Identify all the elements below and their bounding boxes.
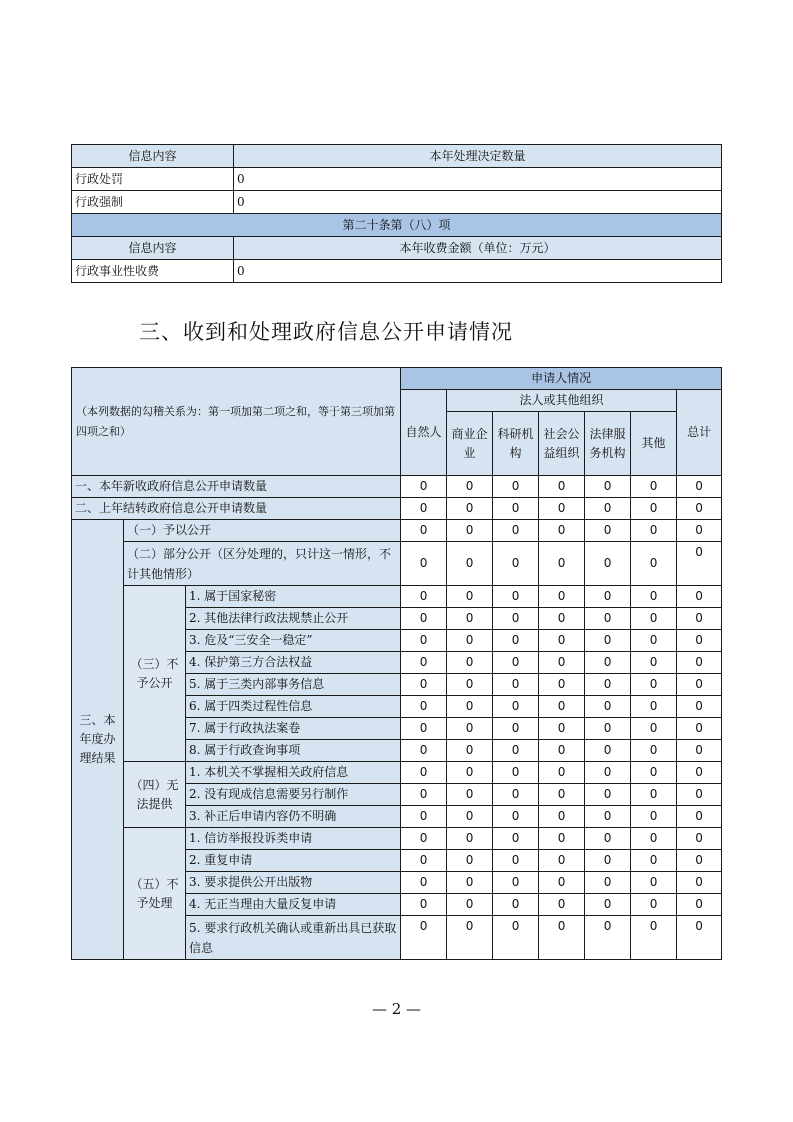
- cell-value: 0: [401, 762, 447, 784]
- cell-value: 0: [447, 630, 493, 652]
- item-not-public: 5. 属于三类内部事务信息: [186, 674, 401, 696]
- cell-value: 0: [677, 498, 722, 520]
- cell-value: 0: [447, 784, 493, 806]
- cell-value: 0: [401, 784, 447, 806]
- applicant-header: 申请人情况: [401, 368, 722, 390]
- cell-value: 0: [631, 828, 677, 850]
- cell-value: 0: [447, 608, 493, 630]
- cell-value: 0: [677, 520, 722, 542]
- cell-value: 0: [631, 718, 677, 740]
- row-carried-over: 二、上年结转政府信息公开申请数量: [72, 498, 401, 520]
- cell-value: 0: [677, 872, 722, 894]
- cell-value: 0: [631, 542, 677, 586]
- cell-value: 0: [677, 916, 722, 960]
- row-label-penalty: 行政处罚: [72, 168, 234, 191]
- row-partial-public: （二）部分公开（区分处理的，只计这一情形，不计其他情形）: [124, 542, 401, 586]
- cell-value: 0: [631, 894, 677, 916]
- cell-value: 0: [585, 718, 631, 740]
- item-cannot-provide: 2. 没有现成信息需要另行制作: [186, 784, 401, 806]
- cell-value: 0: [447, 718, 493, 740]
- cell-value: 0: [677, 586, 722, 608]
- col-business: 商业企业: [447, 412, 493, 476]
- cell-value: 0: [401, 674, 447, 696]
- cell-value: 0: [401, 608, 447, 630]
- cell-value: 0: [539, 696, 585, 718]
- cell-value: 0: [631, 520, 677, 542]
- cell-value: 0: [401, 542, 447, 586]
- cell-value: 0: [493, 872, 539, 894]
- cell-value: 0: [401, 828, 447, 850]
- cell-value: 0: [401, 740, 447, 762]
- cell-value: 0: [447, 696, 493, 718]
- cell-value: 0: [585, 674, 631, 696]
- cell-value: 0: [401, 916, 447, 960]
- cell-value: 0: [447, 652, 493, 674]
- cell-value: 0: [585, 740, 631, 762]
- cell-value: 0: [493, 696, 539, 718]
- cell-value: 0: [585, 894, 631, 916]
- cell-value: 0: [585, 630, 631, 652]
- item-not-handled: 3. 要求提供公开出版物: [186, 872, 401, 894]
- cell-value: 0: [493, 520, 539, 542]
- cell-value: 0: [401, 806, 447, 828]
- cell-value: 0: [493, 740, 539, 762]
- cell-value: 0: [677, 608, 722, 630]
- cell-value: 0: [631, 674, 677, 696]
- section-title-article20-8: 第二十条第（八）项: [72, 214, 722, 237]
- cell-value: 0: [493, 916, 539, 960]
- cell-value: 0: [585, 520, 631, 542]
- cell-value: 0: [585, 652, 631, 674]
- cell-value: 0: [539, 586, 585, 608]
- cell-value: 0: [585, 850, 631, 872]
- item-not-handled: 5. 要求行政机关确认或重新出具已获取信息: [186, 916, 401, 960]
- item-not-handled: 4. 无正当理由大量反复申请: [186, 894, 401, 916]
- group-cannot-provide: （四）无法提供: [124, 762, 186, 828]
- cell-value: 0: [539, 850, 585, 872]
- row-label-fee: 行政事业性收费: [72, 260, 234, 283]
- row-value-penalty: 0: [234, 168, 722, 191]
- cell-value: 0: [677, 542, 722, 586]
- cell-value: 0: [447, 806, 493, 828]
- cell-value: 0: [539, 520, 585, 542]
- cell-value: 0: [677, 476, 722, 498]
- cell-value: 0: [401, 586, 447, 608]
- cell-value: 0: [539, 806, 585, 828]
- cell-value: 0: [539, 828, 585, 850]
- cell-value: 0: [631, 608, 677, 630]
- row-public: （一）予以公开: [124, 520, 401, 542]
- cell-value: 0: [447, 520, 493, 542]
- cell-value: 0: [447, 674, 493, 696]
- cell-value: 0: [677, 740, 722, 762]
- cell-value: 0: [631, 784, 677, 806]
- cell-value: 0: [493, 630, 539, 652]
- legal-entity-header: 法人或其他组织: [447, 390, 677, 412]
- cell-value: 0: [631, 586, 677, 608]
- cell-value: 0: [401, 696, 447, 718]
- cell-value: 0: [585, 916, 631, 960]
- cell-value: 0: [447, 476, 493, 498]
- cell-value: 0: [539, 630, 585, 652]
- group-not-handled: （五）不予处理: [124, 828, 186, 960]
- item-not-public: 3. 危及“三安全一稳定”: [186, 630, 401, 652]
- cell-value: 0: [493, 476, 539, 498]
- cell-value: 0: [677, 652, 722, 674]
- item-not-public: 6. 属于四类过程性信息: [186, 696, 401, 718]
- total-header: 总计: [677, 390, 722, 476]
- cell-value: 0: [401, 850, 447, 872]
- cell-value: 0: [493, 784, 539, 806]
- cell-value: 0: [677, 784, 722, 806]
- cell-value: 0: [631, 916, 677, 960]
- cell-value: 0: [677, 806, 722, 828]
- cell-value: 0: [631, 872, 677, 894]
- cell-value: 0: [539, 718, 585, 740]
- cell-value: 0: [539, 542, 585, 586]
- cell-value: 0: [493, 806, 539, 828]
- item-not-public: 4. 保护第三方合法权益: [186, 652, 401, 674]
- item-not-public: 2. 其他法律行政法规禁止公开: [186, 608, 401, 630]
- cell-value: 0: [539, 916, 585, 960]
- cell-value: 0: [677, 850, 722, 872]
- cell-value: 0: [677, 696, 722, 718]
- cell-value: 0: [539, 608, 585, 630]
- item-not-public: 1. 属于国家秘密: [186, 586, 401, 608]
- cell-value: 0: [539, 740, 585, 762]
- group-not-public: （三）不予公开: [124, 586, 186, 762]
- cell-value: 0: [585, 498, 631, 520]
- item-not-public: 7. 属于行政执法案卷: [186, 718, 401, 740]
- decision-count-table: [71, 144, 722, 283]
- cell-value: 0: [539, 476, 585, 498]
- cell-value: 0: [631, 740, 677, 762]
- cell-value: 0: [585, 872, 631, 894]
- cell-value: 0: [493, 498, 539, 520]
- item-not-public: 8. 属于行政查询事项: [186, 740, 401, 762]
- row-value-enforcement: 0: [234, 191, 722, 214]
- col-other: 其他: [631, 412, 677, 476]
- cell-value: 0: [585, 586, 631, 608]
- cell-value: 0: [585, 608, 631, 630]
- cell-value: 0: [401, 630, 447, 652]
- cell-value: 0: [493, 718, 539, 740]
- cell-value: 0: [447, 740, 493, 762]
- cell-value: 0: [447, 872, 493, 894]
- cell-value: 0: [493, 652, 539, 674]
- cell-value: 0: [585, 784, 631, 806]
- header-decision-count: 本年处理决定数量: [234, 145, 722, 168]
- cell-value: 0: [631, 652, 677, 674]
- item-cannot-provide: 1. 本机关不掌握相关政府信息: [186, 762, 401, 784]
- header-fee-amount: 本年收费金额（单位：万元）: [234, 237, 722, 260]
- page-number: — 2 —: [371, 1000, 422, 1018]
- cell-value: 0: [539, 674, 585, 696]
- row-value-fee: 0: [234, 260, 722, 283]
- cell-value: 0: [677, 762, 722, 784]
- row-label-enforcement: 行政强制: [72, 191, 234, 214]
- cell-value: 0: [631, 630, 677, 652]
- item-not-handled: 1. 信访举报投诉类申请: [186, 828, 401, 850]
- cell-value: 0: [493, 762, 539, 784]
- cell-value: 0: [585, 542, 631, 586]
- col-research: 科研机构: [493, 412, 539, 476]
- cell-value: 0: [493, 894, 539, 916]
- cell-value: 0: [447, 586, 493, 608]
- group-handling-results: 三、本年度办理结果: [72, 520, 124, 960]
- cell-value: 0: [447, 762, 493, 784]
- cell-value: 0: [401, 718, 447, 740]
- cell-value: 0: [539, 762, 585, 784]
- item-not-handled: 2. 重复申请: [186, 850, 401, 872]
- cell-value: 0: [677, 630, 722, 652]
- cell-value: 0: [401, 476, 447, 498]
- cell-value: 0: [447, 850, 493, 872]
- cell-value: 0: [493, 674, 539, 696]
- cell-value: 0: [631, 850, 677, 872]
- cell-value: 0: [539, 498, 585, 520]
- cell-value: 0: [493, 608, 539, 630]
- cell-value: 0: [539, 894, 585, 916]
- cell-value: 0: [631, 762, 677, 784]
- cell-value: 0: [401, 520, 447, 542]
- cell-value: 0: [401, 652, 447, 674]
- cell-value: 0: [585, 762, 631, 784]
- cell-value: 0: [585, 806, 631, 828]
- natural-person-header: 自然人: [401, 390, 447, 476]
- consistency-note: （本列数据的勾稽关系为：第一项加第二项之和，等于第三项加第四项之和）: [72, 368, 401, 476]
- cell-value: 0: [401, 872, 447, 894]
- cell-value: 0: [447, 916, 493, 960]
- item-cannot-provide: 3. 补正后申请内容仍不明确: [186, 806, 401, 828]
- cell-value: 0: [677, 894, 722, 916]
- cell-value: 0: [447, 498, 493, 520]
- cell-value: 0: [401, 498, 447, 520]
- row-new-applications: 一、本年新收政府信息公开申请数量: [72, 476, 401, 498]
- cell-value: 0: [677, 718, 722, 740]
- col-public-welfare: 社会公益组织: [539, 412, 585, 476]
- cell-value: 0: [447, 894, 493, 916]
- header-info-content: 信息内容: [72, 145, 234, 168]
- cell-value: 0: [493, 850, 539, 872]
- cell-value: 0: [493, 586, 539, 608]
- header-info-content-2: 信息内容: [72, 237, 234, 260]
- col-legal-service: 法律服务机构: [585, 412, 631, 476]
- cell-value: 0: [539, 784, 585, 806]
- cell-value: 0: [585, 476, 631, 498]
- cell-value: 0: [447, 828, 493, 850]
- cell-value: 0: [585, 696, 631, 718]
- application-stats-table: [71, 367, 722, 960]
- cell-value: 0: [401, 894, 447, 916]
- cell-value: 0: [631, 476, 677, 498]
- cell-value: 0: [539, 872, 585, 894]
- cell-value: 0: [493, 542, 539, 586]
- cell-value: 0: [631, 806, 677, 828]
- cell-value: 0: [585, 828, 631, 850]
- cell-value: 0: [631, 498, 677, 520]
- cell-value: 0: [677, 674, 722, 696]
- cell-value: 0: [677, 828, 722, 850]
- section-heading: 三、收到和处理政府信息公开申请情况: [139, 320, 513, 344]
- cell-value: 0: [447, 542, 493, 586]
- cell-value: 0: [631, 696, 677, 718]
- cell-value: 0: [539, 652, 585, 674]
- cell-value: 0: [493, 828, 539, 850]
